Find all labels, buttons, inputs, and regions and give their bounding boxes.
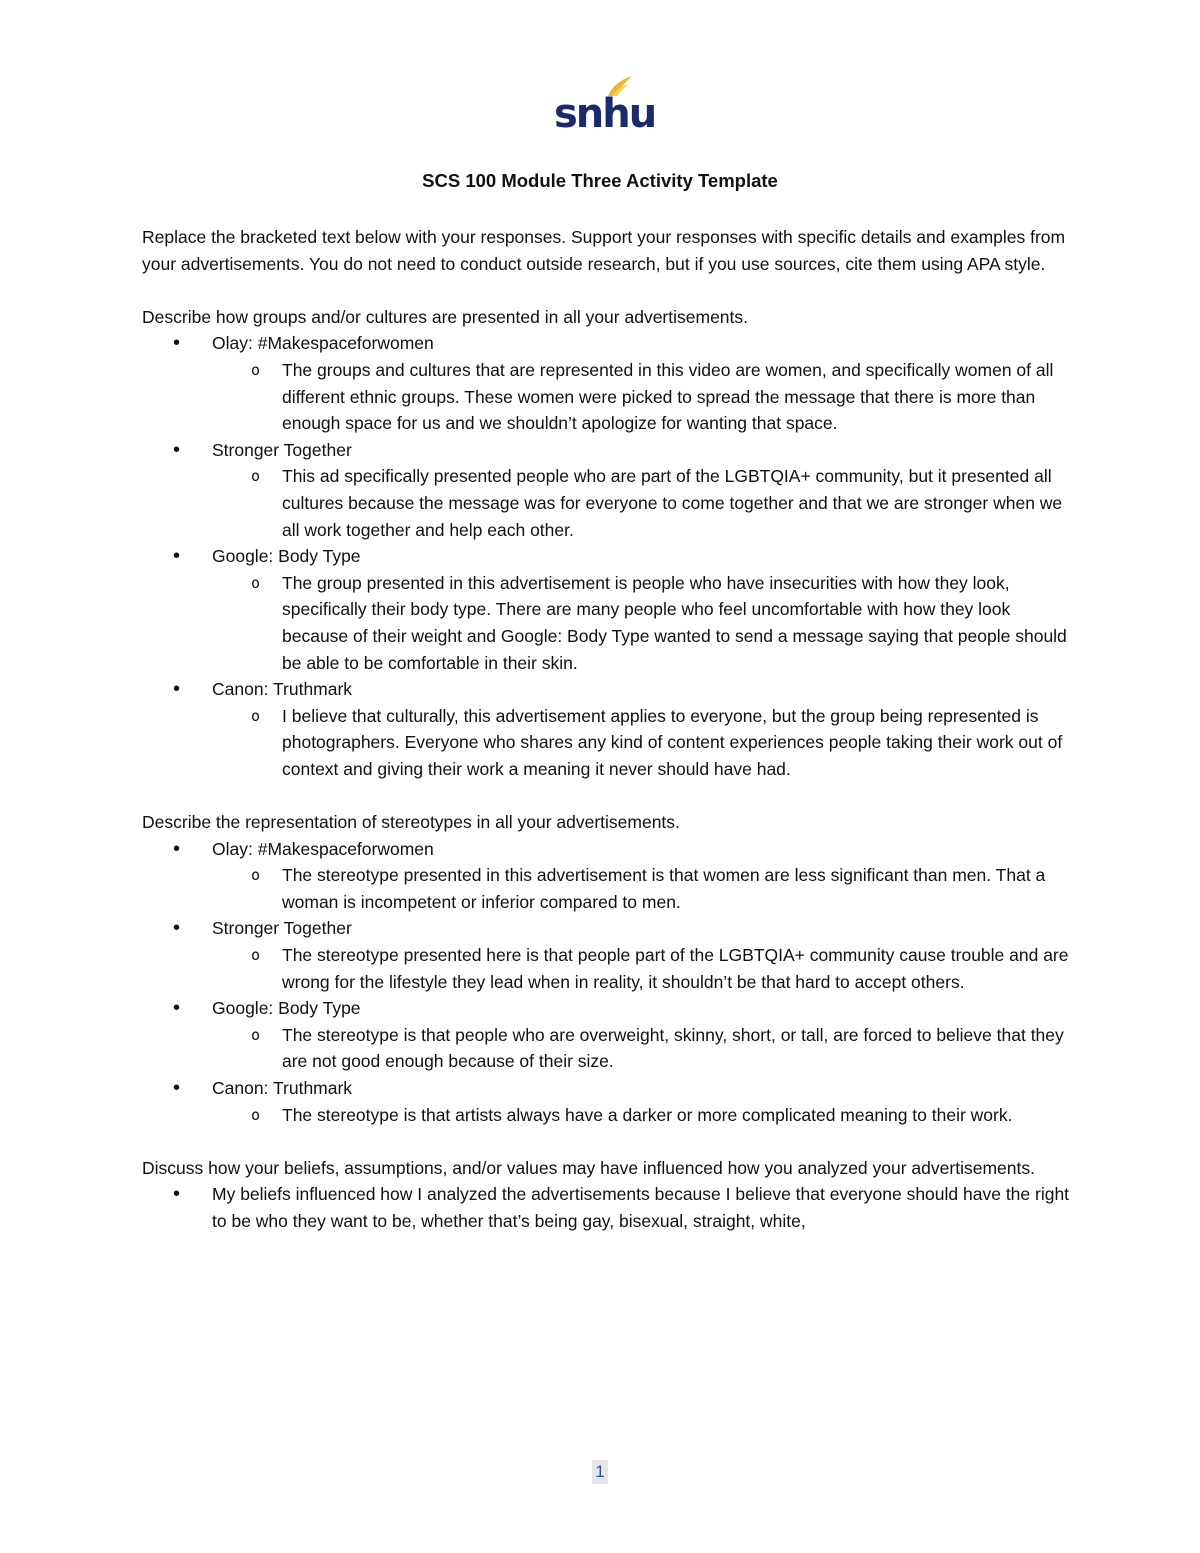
bullet-item — [142, 330, 1072, 436]
bullet-list — [142, 330, 1072, 782]
bullet-label: Olay: #Makespaceforwomen — [212, 333, 434, 354]
sub-bullet-list — [212, 1102, 1072, 1129]
bullet-label: Google: Body Type — [212, 998, 361, 1019]
bullet-item — [142, 1075, 1072, 1128]
sub-bullet-response: o The stereotype presented here is that people part of the LGBTQIA+ community cause trouble and are wrong for the lifestyle they lead when in reality, it shouldn’t be that hard to accept others. — [142, 942, 1072, 995]
page-number: 1 — [592, 1460, 608, 1484]
intro-paragraph: Replace the bracketed text below with your responses. Support your responses with specific details and examples from your advertisements. You do not need to conduct outside research, but if you use sources, cite them using APA style. — [142, 227, 1066, 274]
sub-bullet-response: o The stereotype is that artists always have a darker or more complicated meaning to their work. — [142, 1102, 1072, 1129]
bullet-item — [142, 915, 1072, 995]
bullet-list — [142, 836, 1072, 1129]
sub-bullet-response: o This ad specifically presented people who are part of the LGBTQIA+ community, but it presented all cultures because the message was for everyone to come together and that we are stronger when we all work together and help each other. — [142, 463, 1072, 543]
sub-bullet-response: o The stereotype is that people who are overweight, skinny, short, or tall, are forced to believe that they are not good enough because of their size. — [142, 1022, 1072, 1075]
sub-bullet-list — [212, 357, 1072, 437]
sub-bullet-response: o The groups and cultures that are represented in this video are women, and specifically women of all different ethnic groups. These women were picked to spread the message that there is more than enough space for us and we shouldn’t apologize for wanting that space. — [142, 357, 1072, 437]
section-prompt: Discuss how your beliefs, assumptions, and/or values may have influenced how you analyzed your advertisements. — [142, 1157, 1035, 1178]
bullet-label: Google: Body Type — [212, 546, 361, 567]
bullet-label: Canon: Truthmark — [212, 679, 353, 700]
sub-bullet-list — [212, 703, 1072, 783]
paragraph-spacer — [142, 782, 1072, 809]
bullet-item — [142, 995, 1072, 1075]
bullet-item — [142, 836, 1072, 916]
document-title: SCS 100 Module Three Activity Template — [422, 170, 778, 191]
paragraph-spacer — [142, 1128, 1072, 1155]
snhu-logo — [554, 74, 656, 137]
bullet-item — [142, 543, 1072, 676]
sub-bullet-response: o I believe that culturally, this advertisement applies to everyone, but the group being represented is photographers. Everyone who shares any kind of content experiences people taking their work out of context and giving their work a meaning it never should have had. — [142, 703, 1072, 783]
bullet-label: Stronger Together — [212, 439, 352, 460]
sub-bullet-list — [212, 570, 1072, 676]
section-prompt: Describe how groups and/or cultures are presented in all your advertisements. — [142, 306, 749, 327]
sub-bullet-list — [212, 463, 1072, 543]
sub-bullet-list — [212, 862, 1072, 915]
logo-text: snhu — [554, 91, 656, 137]
paragraph-spacer — [142, 277, 1072, 304]
bullet-item — [142, 676, 1072, 782]
section-prompt: Describe the representation of stereotypes in all your advertisements. — [142, 812, 680, 833]
bullet-item — [142, 437, 1072, 543]
bullet-item — [142, 1181, 1072, 1234]
bullet-label: Olay: #Makespaceforwomen — [212, 838, 434, 859]
bullet-list — [142, 1181, 1072, 1234]
bullet-label: Canon: Truthmark — [212, 1078, 353, 1098]
sub-bullet-response: o The group presented in this advertisement is people who have insecurities with how they look, specifically their body type. There are many people who feel uncomfortable with how they look because of their weight and Google: Body Type wanted to send a message saying that people should be able to be comfortable in their skin. — [142, 570, 1072, 676]
document-body — [142, 224, 1072, 1235]
bullet-label: Stronger Together — [212, 918, 352, 939]
bullet-label: My beliefs influenced how I analyzed the advertisements because I believe that everyone should have the right to be who they want to be, whether that’s being gay, bisexual, straight, white, — [212, 1184, 1070, 1231]
sub-bullet-list — [212, 1022, 1072, 1075]
sub-bullet-response: o The stereotype presented in this advertisement is that women are less significant than men. That a woman is incompetent or inferior compared to men. — [142, 862, 1072, 915]
sub-bullet-list — [212, 942, 1072, 995]
